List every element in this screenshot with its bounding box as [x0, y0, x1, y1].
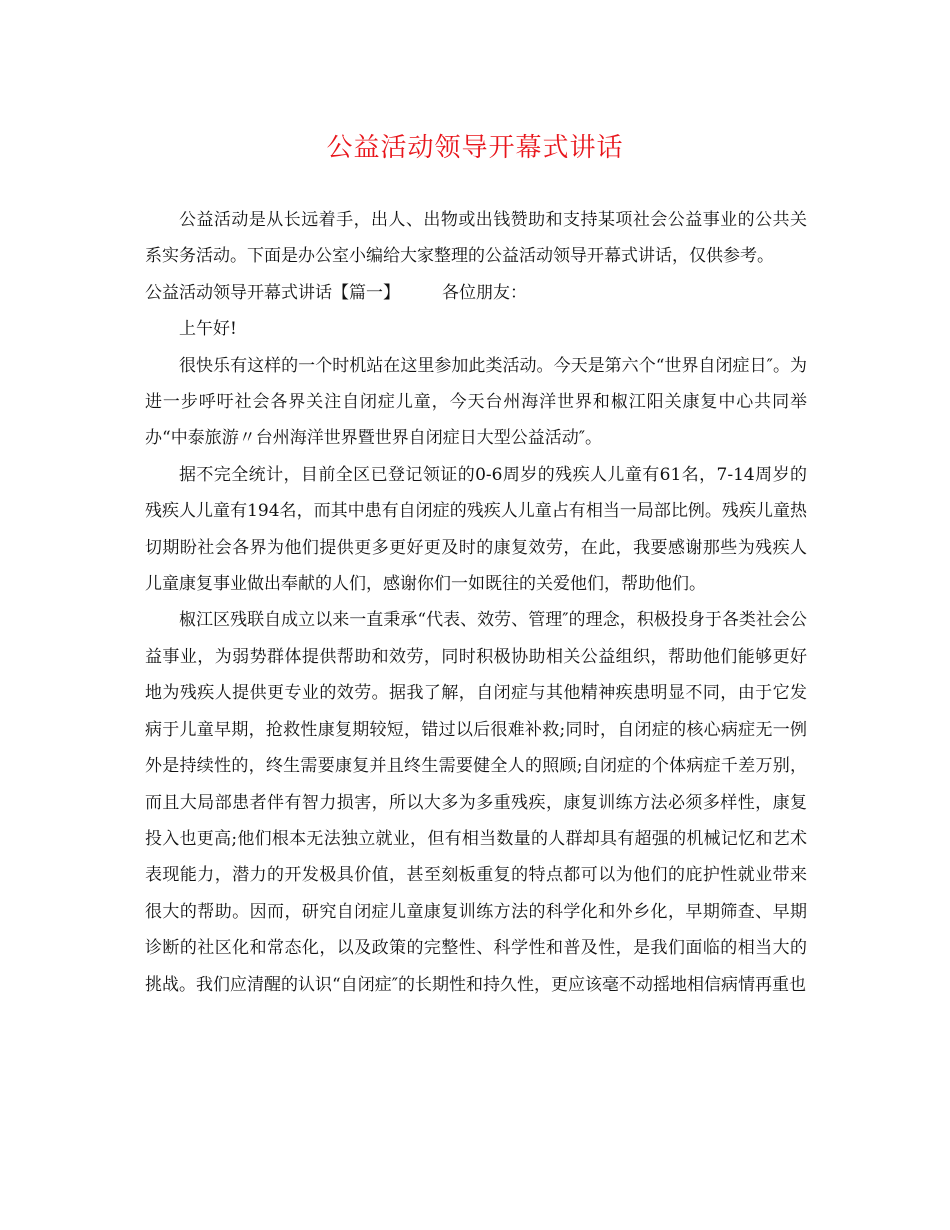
salutation: 各位朋友：	[442, 282, 527, 303]
section-heading-line	[145, 275, 807, 311]
body-paragraph: 据不完全统计，目前全区已登记领证的0-6周岁的残疾人儿童有61名，7-14周岁的残疾人儿童有194名，而其中患有自闭症的残疾人儿童占有相当一局部比例。残疾儿童热切期盼社会各界为他们提供更多更好更及时的康复效劳，在此，我要感谢那些为残疾人儿童康复事业做出奉献的人们，感谢你们一如既往的关爱他们，帮助他们。	[145, 464, 807, 595]
document-title: 公益活动领导开幕式讲话	[326, 133, 624, 163]
body-paragraph: 很快乐有这样的一个时机站在这里参加此类活动。今天是第六个“世界自闭症日″。为进一步呼吁社会各界关注自闭症儿童，今天台州海洋世界和椒江阳关康复中心共同举办“中泰旅游〃台州海洋世界暨世界自闭症日大型公益活动″。	[145, 355, 807, 449]
greeting-paragraph: 上午好!	[179, 319, 237, 340]
body-paragraph: 椒江区残联自成立以来一直秉承“代表、效劳、管理″的理念，积极投身于各类社会公益事业，为弱势群体提供帮助和效劳，同时积极协助相关公益组织，帮助他们能够更好地为残疾人提供更专业的效劳。据我了解，自闭症与其他精神疾患明显不同，由于它发病于儿童早期，抢救性康复期较短，错过以后很难补救;同时，自闭症的核心病症无一例外是持续性的，终生需要康复并且终生需要健全人的照顾;自闭症的个体病症千差万别，而且大局部患者伴有智力损害，所以大多为多重残疾，康复训练方法必须多样性，康复投入也更高;他们根本无法独立就业，但有相当数量的人群却具有超强的机械记忆和艺术表现能力，潜力的开发极具价值，甚至刻板重复的特点都可以为他们的庇护性就业带来很大的帮助。因而，研究自闭症儿童康复训练方法的科学化和外乡化，早期筛查、早期诊断的社区化和常态化，以及政策的完整性、科学性和普及性，是我们面临的相当大的挑战。我们应清醒的认识“自闭症″的长期性和持久性，更应该毫不动摇地相信病情再重也	[145, 610, 807, 995]
intro-paragraph: 公益活动是从长远着手，出人、出物或出钱赞助和支持某项社会公益事业的公共关系实务活动。下面是办公室小编给大家整理的公益活动领导开幕式讲话，仅供参考。	[145, 210, 807, 267]
document-body	[145, 202, 807, 1003]
section-heading: 公益活动领导开幕式讲话【篇一】	[145, 282, 400, 303]
